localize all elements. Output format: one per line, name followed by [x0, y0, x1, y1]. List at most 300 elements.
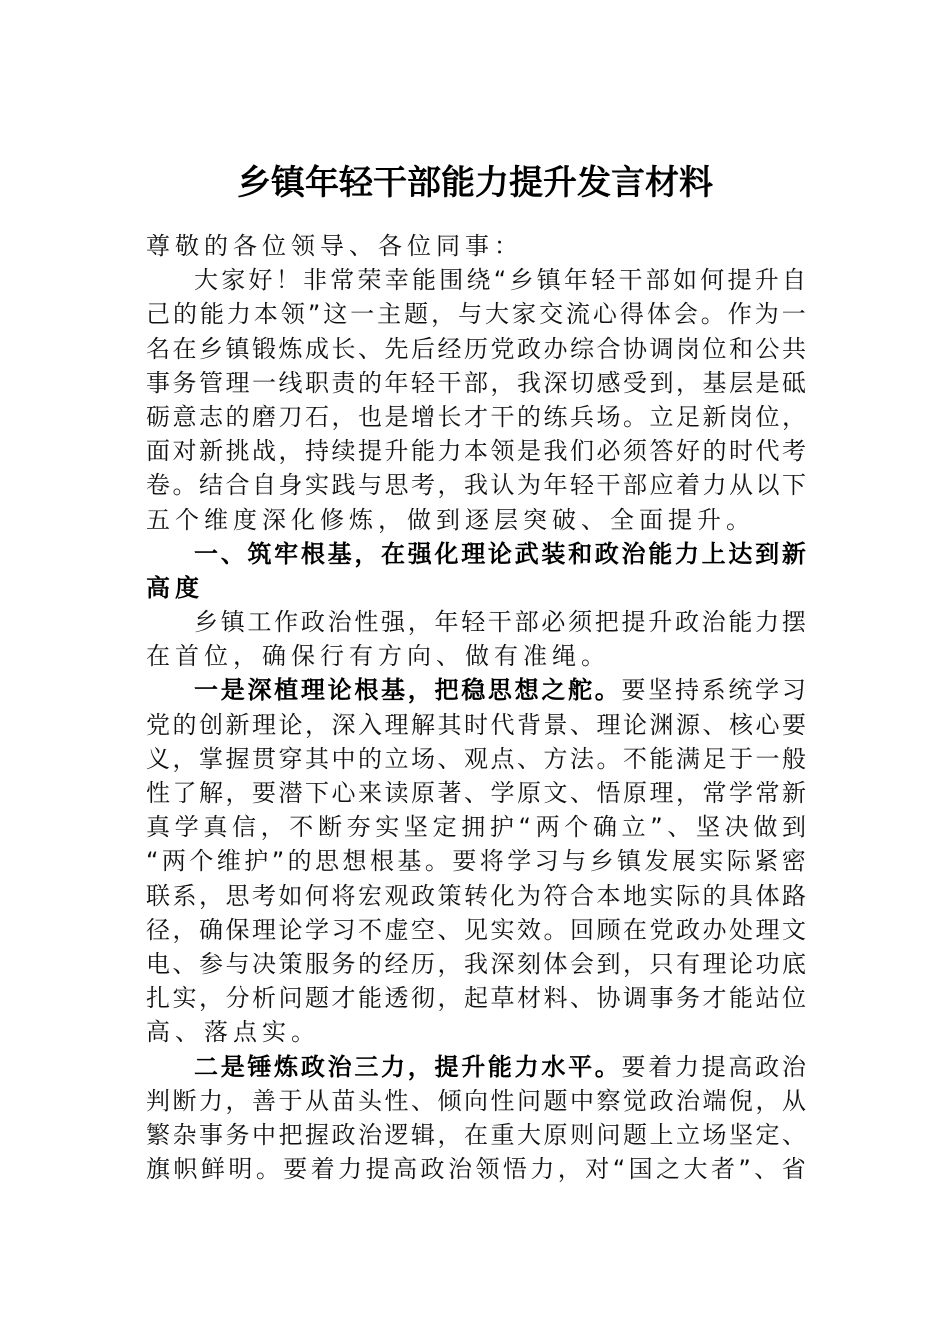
- text-char: 磨: [252, 402, 276, 431]
- text-char: 、: [349, 232, 373, 260]
- text-char: 治: [701, 608, 726, 637]
- paragraph-line: [146, 366, 806, 400]
- text-char: 提: [358, 437, 382, 466]
- text-char: 之: [656, 1155, 681, 1184]
- text-char: ，: [199, 984, 223, 1013]
- text-char: 论: [487, 539, 512, 568]
- text-char: 实: [172, 984, 197, 1013]
- text-char: 中: [331, 744, 356, 773]
- text-char: 好: [676, 437, 700, 466]
- text-char: 后: [411, 334, 435, 363]
- paragraph-line: [146, 1118, 806, 1152]
- text-char: 绳: [552, 642, 576, 671]
- text-char: 意: [172, 402, 197, 431]
- text-char: 炼: [274, 1052, 299, 1081]
- text-char: 把: [278, 1120, 303, 1149]
- text-char: 决: [252, 949, 276, 978]
- text-char: 应: [649, 471, 674, 500]
- text-char: 好: [248, 266, 273, 295]
- text-char: 协: [623, 334, 647, 363]
- text-char: 我: [464, 471, 488, 500]
- text-char: 镇: [225, 334, 250, 363]
- text-char: 掌: [199, 744, 223, 773]
- text-char: 政: [676, 915, 700, 944]
- text-char: 力: [674, 539, 699, 568]
- text-char: 提: [727, 266, 752, 295]
- text-char: 全: [610, 505, 634, 534]
- text-char: 题: [305, 984, 329, 1013]
- text-char: ”: [738, 1155, 751, 1184]
- text-char: 领: [475, 1155, 500, 1184]
- text-char: 二: [194, 1052, 218, 1081]
- text-char: 修: [320, 505, 344, 534]
- text-char: 要: [283, 1155, 308, 1184]
- text-char: 的: [172, 710, 197, 739]
- text-char: 岗: [729, 402, 753, 431]
- text-char: 想: [342, 847, 367, 876]
- text-char: 读: [384, 779, 409, 807]
- text-char: 有: [676, 949, 700, 978]
- text-char: 政: [674, 608, 699, 637]
- paragraph-line: [146, 639, 806, 673]
- text-char: 如: [672, 266, 697, 295]
- text-char: 根: [369, 847, 394, 876]
- text-char: 、: [220, 539, 245, 568]
- paragraph-line: [146, 947, 806, 981]
- text-char: 为: [517, 471, 541, 500]
- text-char: 从: [782, 1086, 806, 1115]
- text-char: 轻: [411, 368, 435, 397]
- text-char: 新: [702, 402, 727, 431]
- text-char: 、: [570, 779, 594, 807]
- text-char: 为: [754, 300, 779, 329]
- text-char: 、: [754, 1155, 779, 1184]
- text-char: 背: [517, 710, 541, 739]
- text-char: 个: [564, 813, 589, 842]
- text-char: 统: [728, 676, 753, 705]
- text-char: 锻: [252, 334, 276, 363]
- text-char: 幸: [384, 266, 409, 295]
- text-char: ，: [225, 1086, 250, 1115]
- text-char: ，: [623, 949, 647, 978]
- text-char: 层: [494, 505, 518, 534]
- text-char: 护: [489, 813, 514, 842]
- text-char: 我: [543, 437, 568, 466]
- text-char: 思: [315, 847, 340, 876]
- text-char: 刻: [517, 949, 541, 978]
- text-char: 政: [331, 1120, 356, 1149]
- text-char: 实: [649, 881, 674, 910]
- text-char: 之: [541, 676, 566, 705]
- text-char: 年: [563, 266, 588, 295]
- text-char: 度: [175, 573, 199, 602]
- text-char: 实: [262, 1018, 286, 1047]
- text-char: 保: [291, 642, 315, 671]
- text-char: 把: [594, 608, 619, 637]
- text-char: 领: [291, 232, 315, 260]
- text-char: 事: [649, 984, 674, 1013]
- text-char: ，: [172, 915, 197, 944]
- text-char: 镇: [536, 266, 561, 295]
- text-char: 舵: [568, 676, 593, 705]
- text-char: 、: [437, 744, 462, 773]
- paragraph-line: [146, 400, 806, 434]
- text-char: 、: [358, 334, 382, 363]
- text-char: 能: [199, 300, 224, 329]
- text-char: 砥: [782, 368, 806, 397]
- text-char: 性: [490, 1086, 515, 1115]
- text-char: 国: [628, 1155, 653, 1184]
- text-char: 实: [490, 915, 515, 944]
- paragraph-line: [146, 913, 806, 947]
- text-char: 历: [464, 334, 488, 363]
- text-char: 析: [252, 984, 276, 1013]
- text-char: 时: [729, 437, 753, 466]
- text-char: 性: [384, 1086, 409, 1115]
- text-char: 学: [507, 847, 532, 876]
- text-char: 力: [674, 1052, 699, 1081]
- text-char: 服: [305, 949, 329, 978]
- text-char: 到: [436, 505, 460, 534]
- text-char: 根: [354, 676, 379, 705]
- text-char: 、: [437, 915, 462, 944]
- text-char: 干: [596, 471, 621, 500]
- text-char: 回: [570, 915, 594, 944]
- text-char: 参: [199, 949, 223, 978]
- text-char: 挑: [225, 437, 250, 466]
- text-char: ，: [437, 984, 462, 1013]
- text-char: 、: [667, 813, 692, 842]
- text-char: 上: [701, 539, 726, 568]
- text-char: 实: [699, 847, 724, 876]
- text-char: 在: [623, 915, 647, 944]
- text-char: 事: [146, 368, 170, 397]
- text-char: 时: [464, 710, 488, 739]
- text-char: 做: [465, 642, 489, 671]
- text-char: 和: [568, 539, 593, 568]
- text-char: 合: [596, 334, 621, 363]
- text-char: 务: [225, 1120, 250, 1149]
- text-char: 下: [782, 471, 806, 500]
- text-char: 着: [310, 1155, 335, 1184]
- text-char: 见: [464, 915, 488, 944]
- text-char: 提: [621, 608, 646, 637]
- text-char: 敬: [175, 232, 199, 260]
- text-char: 公: [755, 334, 780, 363]
- text-char: 兵: [570, 402, 594, 431]
- text-char: 位: [204, 642, 228, 671]
- text-char: 把: [434, 676, 459, 705]
- text-char: 对: [585, 1155, 610, 1184]
- text-char: 面: [146, 437, 170, 466]
- text-char: ，: [407, 608, 432, 637]
- text-char: 。: [291, 1018, 315, 1047]
- text-char: 、: [411, 1086, 435, 1115]
- text-char: 部: [464, 368, 488, 397]
- text-char: 观: [464, 744, 488, 773]
- text-char: 自: [252, 471, 276, 500]
- text-char: 原: [623, 779, 647, 807]
- text-char: 起: [464, 984, 488, 1013]
- text-char: 本: [596, 881, 621, 910]
- text-char: 对: [172, 437, 197, 466]
- text-char: 立: [649, 402, 674, 431]
- text-char: 善: [252, 1086, 276, 1115]
- text-char: 部: [514, 608, 539, 637]
- text-char: 基: [397, 847, 422, 876]
- text-char: ，: [331, 402, 356, 431]
- text-char: 力: [514, 1052, 539, 1081]
- text-char: 握: [305, 1120, 329, 1149]
- text-char: 力: [755, 608, 780, 637]
- text-char: 悟: [596, 779, 621, 807]
- text-char: 升: [697, 505, 721, 534]
- text-char: 力: [702, 471, 727, 500]
- text-char: 、: [570, 710, 594, 739]
- text-char: 镇: [617, 847, 642, 876]
- text-char: 个: [189, 847, 214, 876]
- text-char: 己: [146, 300, 170, 329]
- text-char: 。: [594, 676, 619, 705]
- text-char: 原: [411, 779, 435, 807]
- text-char: ，: [490, 368, 515, 397]
- text-char: 位: [262, 232, 286, 260]
- text-char: 贯: [252, 744, 276, 773]
- text-char: 战: [252, 437, 276, 466]
- text-char: 名: [146, 334, 170, 363]
- text-char: 辑: [411, 1120, 435, 1149]
- paragraph-line: [146, 229, 806, 263]
- text-char: 坚: [696, 813, 720, 842]
- text-char: 。: [581, 642, 605, 671]
- text-char: ，: [225, 779, 250, 807]
- text-char: 强: [407, 539, 432, 568]
- paragraph-line: [146, 981, 806, 1015]
- text-char: 考: [411, 471, 435, 500]
- text-char: 文: [543, 779, 568, 807]
- text-char: 炼: [349, 505, 373, 534]
- text-char: 党: [146, 710, 170, 739]
- text-char: 何: [305, 881, 329, 910]
- text-char: 法: [570, 744, 594, 773]
- text-char: 一: [252, 368, 276, 397]
- text-char: 保: [225, 915, 250, 944]
- text-char: 基: [702, 368, 727, 397]
- text-char: 政: [300, 1052, 325, 1081]
- text-char: 政: [420, 1155, 445, 1184]
- text-char: 悟: [502, 1155, 527, 1184]
- text-char: 乡: [589, 847, 614, 876]
- text-char: 治: [327, 608, 352, 637]
- text-char: 拥: [461, 813, 486, 842]
- text-char: 个: [175, 505, 199, 534]
- text-char: 、: [175, 1018, 199, 1047]
- document-body: [146, 229, 806, 1186]
- text-char: 治: [621, 539, 646, 568]
- text-char: 提: [701, 1052, 726, 1081]
- paragraph-line: [146, 810, 806, 844]
- text-char: 核: [729, 710, 753, 739]
- text-char: 本: [464, 437, 488, 466]
- text-char: 立: [384, 744, 409, 773]
- text-char: 原: [517, 779, 541, 807]
- text-char: 共: [782, 334, 806, 363]
- text-char: 分: [225, 984, 250, 1013]
- paragraph-line: [146, 1084, 806, 1118]
- text-char: 电: [146, 949, 170, 978]
- text-char: 落: [204, 1018, 228, 1047]
- text-char: 立: [676, 1120, 700, 1149]
- text-char: ，: [437, 949, 462, 978]
- text-char: 满: [676, 744, 700, 773]
- text-char: 理: [702, 949, 727, 978]
- text-char: 、: [570, 984, 594, 1013]
- text-char: 工: [247, 608, 272, 637]
- text-char: 要: [621, 676, 646, 705]
- text-char: 论: [729, 949, 753, 978]
- text-char: 。: [255, 1155, 280, 1184]
- text-char: 点: [490, 744, 515, 773]
- text-char: 将: [331, 881, 356, 910]
- text-char: 水: [541, 1052, 566, 1081]
- text-char: 学: [305, 915, 329, 944]
- text-char: 们: [570, 437, 594, 466]
- text-char: 政: [594, 539, 619, 568]
- text-char: 同: [436, 232, 460, 260]
- text-char: 习: [781, 676, 806, 705]
- text-char: 系: [701, 676, 726, 705]
- text-char: 交: [538, 300, 563, 329]
- text-char: ，: [437, 471, 462, 500]
- paragraph-line: [146, 673, 806, 707]
- text-char: 论: [278, 710, 303, 739]
- text-char: 乡: [199, 334, 223, 363]
- text-char: ，: [557, 1155, 582, 1184]
- text-char: 干: [437, 368, 462, 397]
- text-char: 体: [755, 881, 780, 910]
- text-char: ，: [676, 779, 700, 807]
- text-char: 深: [331, 710, 356, 739]
- text-char: 经: [384, 949, 409, 978]
- text-char: 立: [621, 813, 646, 842]
- text-char: 装: [541, 539, 566, 568]
- text-char: 中: [570, 1086, 594, 1115]
- text-char: 透: [384, 984, 409, 1013]
- text-char: 倾: [437, 1086, 462, 1115]
- text-char: 发: [644, 847, 669, 876]
- text-char: 足: [676, 402, 700, 431]
- text-char: 事: [199, 1120, 223, 1149]
- text-char: 的: [358, 368, 382, 397]
- text-char: 的: [225, 402, 250, 431]
- paragraph-line: [146, 503, 806, 537]
- text-char: 突: [523, 505, 547, 534]
- text-char: ，: [233, 642, 257, 671]
- text-char: 增: [411, 402, 435, 431]
- text-char: 底: [782, 949, 806, 978]
- text-char: 基: [381, 676, 406, 705]
- text-char: 综: [570, 334, 594, 363]
- text-char: ，: [407, 1052, 432, 1081]
- text-char: 断: [172, 1086, 197, 1115]
- text-char: 断: [317, 813, 342, 842]
- text-char: 景: [543, 710, 568, 739]
- text-char: 平: [568, 1052, 593, 1081]
- text-char: 确: [592, 813, 617, 842]
- text-char: 必: [541, 608, 566, 637]
- text-char: 鲜: [200, 1155, 225, 1184]
- text-char: 维: [216, 847, 241, 876]
- text-char: 大: [517, 1120, 541, 1149]
- text-char: 治: [358, 1120, 382, 1149]
- text-char: 于: [729, 744, 753, 773]
- text-char: 问: [517, 1086, 541, 1115]
- text-char: 稳: [461, 676, 486, 705]
- text-char: 高: [146, 1018, 170, 1047]
- text-char: 牢: [274, 539, 299, 568]
- text-char: 从: [305, 1086, 329, 1115]
- text-char: 题: [543, 1086, 568, 1115]
- text-char: 理: [755, 915, 780, 944]
- text-char: 提: [668, 505, 692, 534]
- text-char: ，: [676, 368, 700, 397]
- text-char: 创: [199, 710, 223, 739]
- text-char: 、: [172, 949, 197, 978]
- text-char: 能: [411, 437, 435, 466]
- text-char: 调: [649, 334, 674, 363]
- text-char: 武: [514, 539, 539, 568]
- text-char: 轻: [461, 608, 486, 637]
- text-char: 导: [320, 232, 344, 260]
- text-char: 受: [623, 368, 647, 397]
- text-char: ，: [782, 402, 806, 431]
- text-char: 政: [517, 334, 541, 363]
- text-char: 般: [782, 744, 806, 773]
- text-char: 学: [174, 813, 199, 842]
- text-char: 省: [781, 1155, 806, 1184]
- text-char: 位: [755, 402, 780, 431]
- text-char: 尊: [146, 232, 170, 260]
- text-char: 展: [671, 847, 696, 876]
- text-char: 要: [782, 710, 806, 739]
- text-char: 向: [464, 1086, 488, 1115]
- text-char: 思: [487, 676, 512, 705]
- text-char: 提: [434, 1052, 459, 1081]
- text-char: 材: [517, 984, 541, 1013]
- text-char: 重: [490, 1120, 515, 1149]
- text-char: 在: [464, 1120, 488, 1149]
- text-char: 、: [517, 744, 541, 773]
- text-char: 家: [221, 266, 246, 295]
- text-char: 家: [512, 300, 536, 329]
- text-char: 认: [490, 471, 515, 500]
- text-char: 我: [517, 368, 541, 397]
- text-char: 体: [646, 300, 671, 329]
- text-char: 逻: [384, 1120, 409, 1149]
- text-char: 学: [490, 779, 515, 807]
- text-char: 要: [452, 847, 477, 876]
- text-char: 是: [755, 368, 780, 397]
- text-char: 摆: [781, 608, 806, 637]
- text-char: 将: [479, 847, 504, 876]
- text-char: 杂: [172, 1120, 197, 1149]
- text-char: 察: [596, 1086, 621, 1115]
- text-char: 原: [543, 1120, 568, 1149]
- text-char: 办: [543, 334, 568, 363]
- text-char: 经: [437, 334, 462, 363]
- text-char: 力: [226, 300, 251, 329]
- text-char: 顾: [596, 915, 621, 944]
